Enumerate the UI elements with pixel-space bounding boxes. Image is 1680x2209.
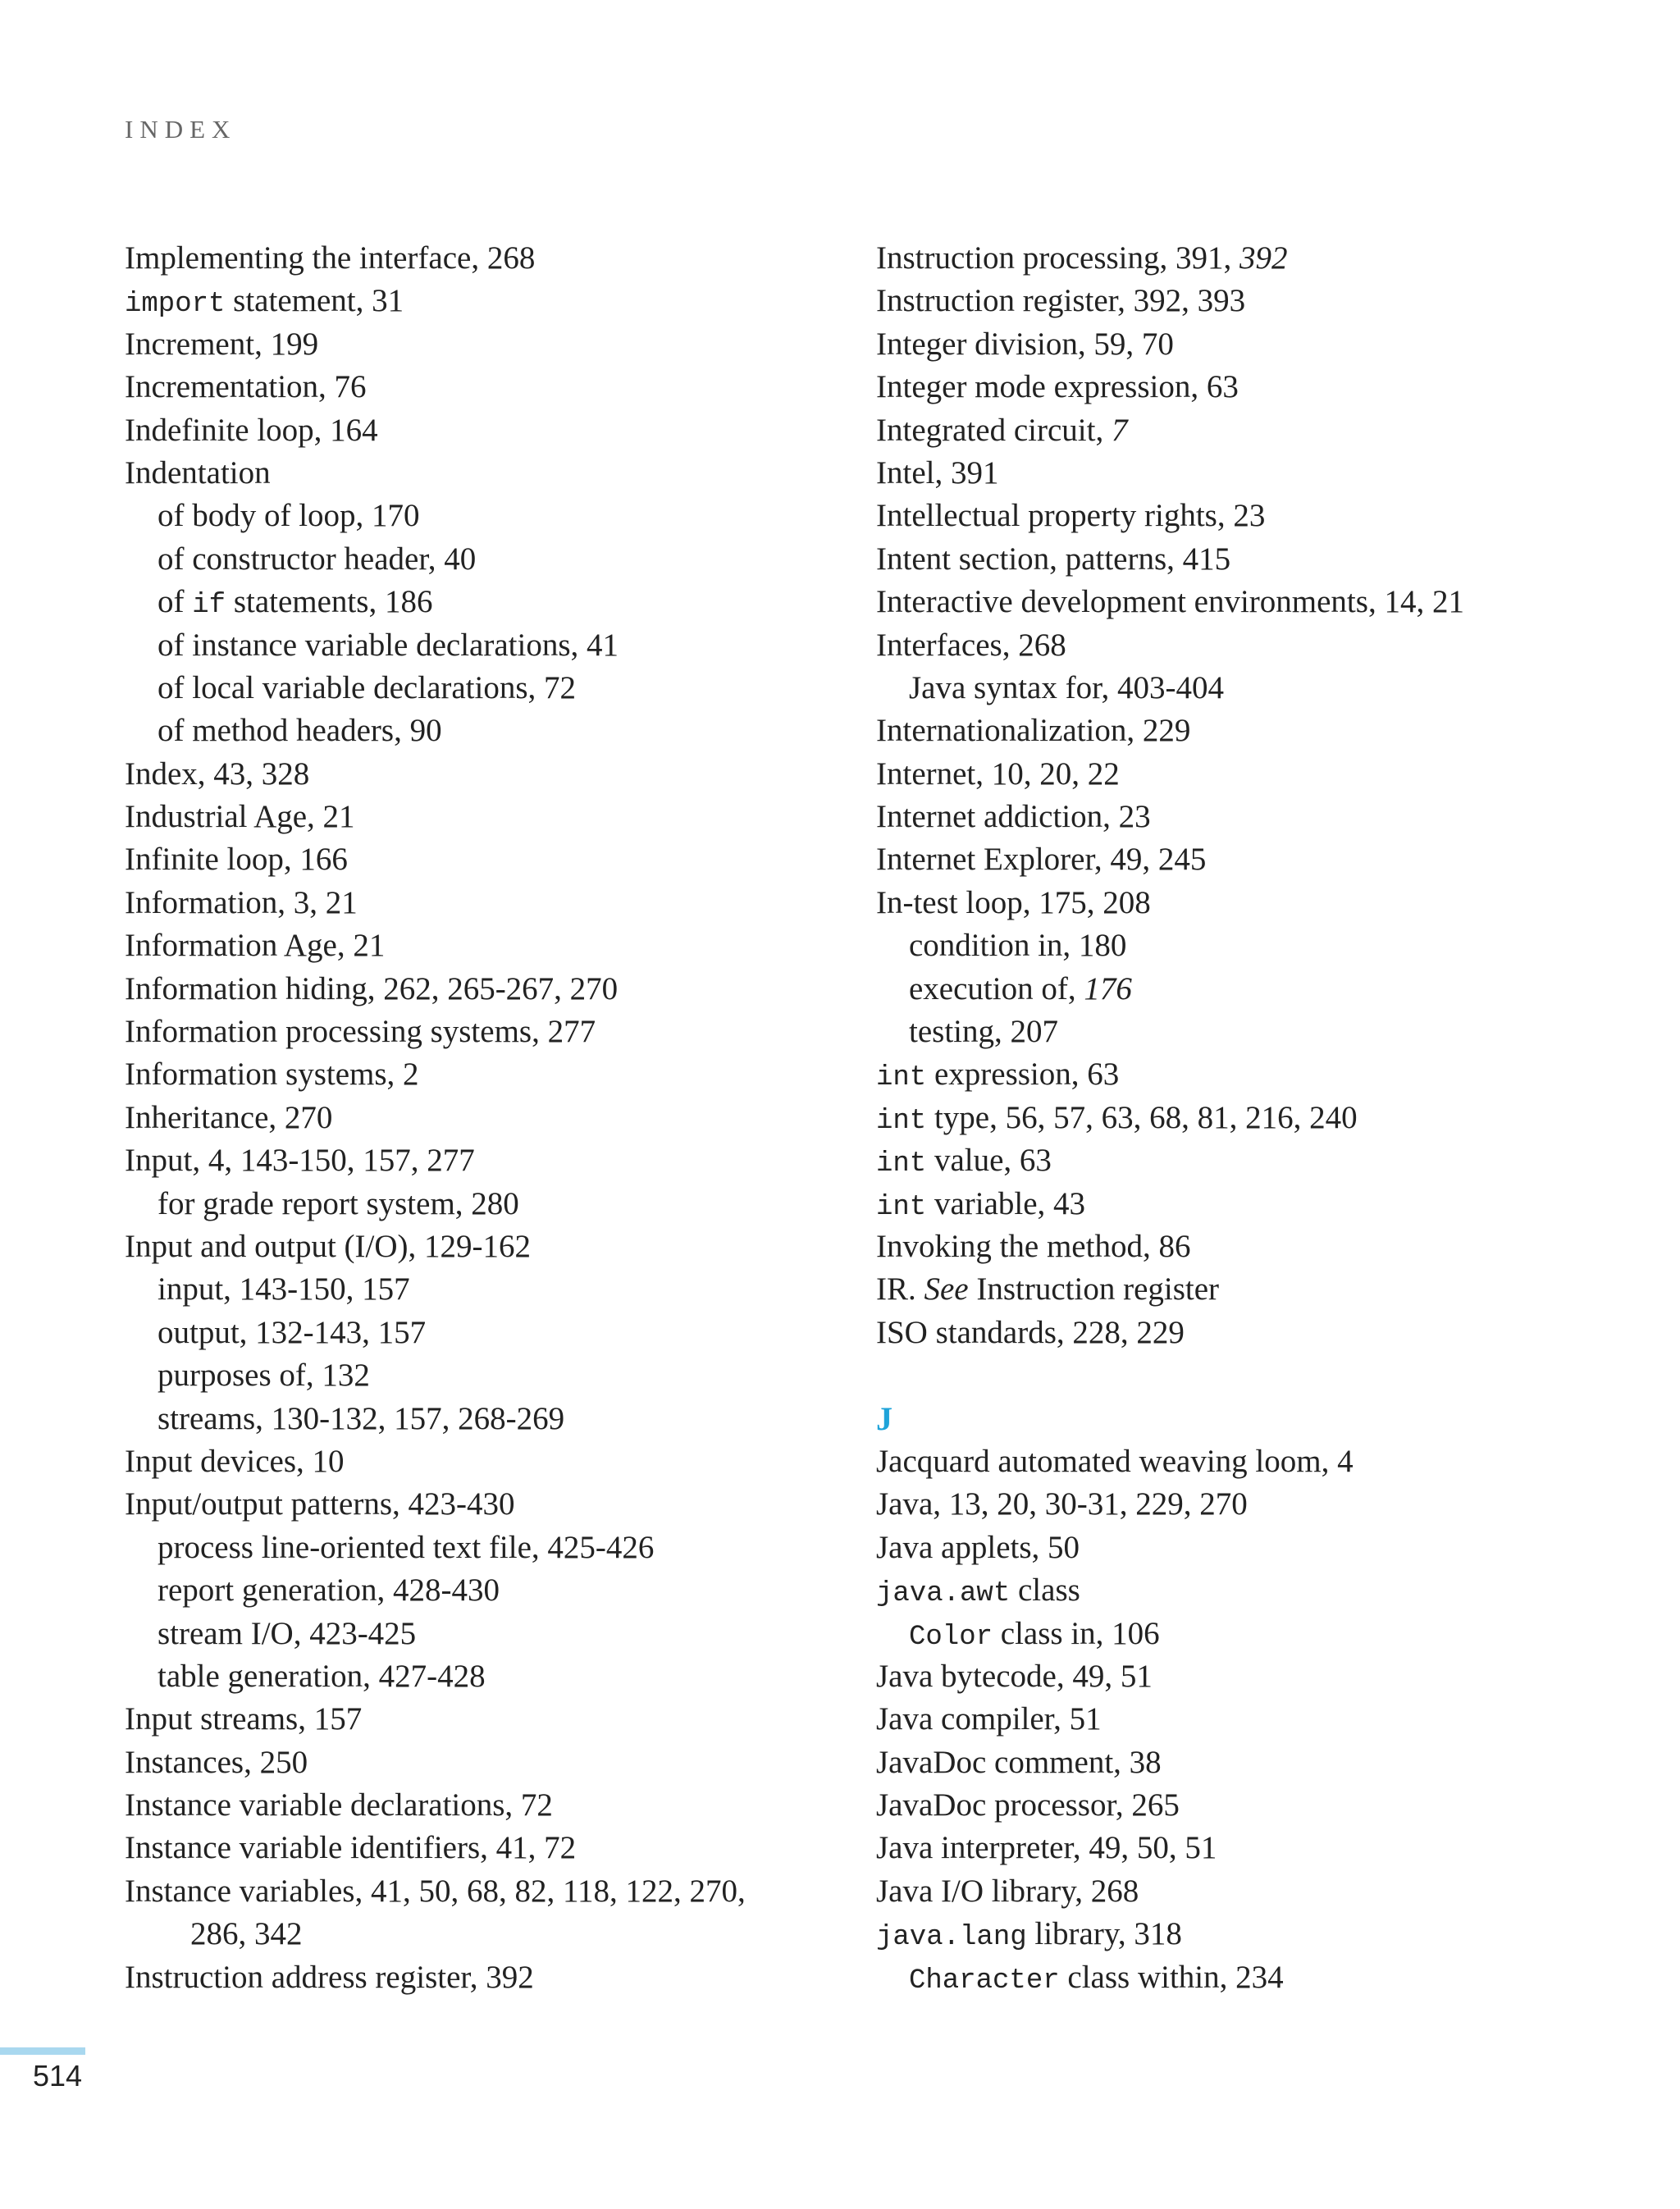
index-entry bbox=[125, 1527, 863, 1569]
entry-text: In-test loop, 175, 208 bbox=[876, 884, 1151, 920]
index-entry bbox=[125, 882, 863, 924]
index-entry bbox=[125, 280, 863, 322]
index-entry bbox=[125, 1827, 863, 1869]
code-term: java.awt bbox=[876, 1578, 1011, 1610]
entry-text: Instruction processing, 391, bbox=[876, 240, 1240, 276]
entry-text: Input, 4, 143-150, 157, 277 bbox=[125, 1143, 475, 1179]
index-entry bbox=[125, 1398, 863, 1440]
index-entry bbox=[876, 409, 1614, 452]
entry-text: output, 132-143, 157 bbox=[158, 1314, 427, 1350]
code-term: int bbox=[876, 1105, 927, 1137]
index-entry bbox=[876, 581, 1614, 623]
index-entry bbox=[876, 495, 1614, 537]
code-term: if bbox=[192, 590, 226, 622]
index-entry bbox=[125, 495, 863, 537]
index-entry bbox=[876, 753, 1614, 796]
entry-text: testing, 207 bbox=[909, 1014, 1058, 1050]
entry-text: statements, 186 bbox=[226, 584, 433, 620]
entry-text: Infinite loop, 166 bbox=[125, 842, 348, 878]
entry-text: stream I/O, 423-425 bbox=[158, 1615, 417, 1651]
entry-text: Interfaces, 268 bbox=[876, 627, 1066, 663]
index-entry bbox=[125, 1956, 863, 1999]
entry-text: Index, 43, 328 bbox=[125, 755, 310, 792]
entry-text: Instance variable identifiers, 41, 72 bbox=[125, 1830, 577, 1866]
entry-text: type, 56, 57, 63, 68, 81, 216, 240 bbox=[926, 1099, 1358, 1135]
entry-text: Invoking the method, 86 bbox=[876, 1228, 1191, 1264]
entry-text: Input devices, 10 bbox=[125, 1443, 345, 1479]
entry-text: Interactive development environments, 14, 21 bbox=[876, 584, 1464, 620]
index-entry bbox=[876, 1913, 1614, 1956]
index-entry bbox=[876, 1011, 1614, 1053]
index-entry bbox=[876, 280, 1614, 322]
index-entry bbox=[876, 1139, 1614, 1182]
index-entry bbox=[125, 1569, 863, 1612]
index-entry bbox=[876, 1956, 1614, 1999]
entry-text: J bbox=[876, 1399, 892, 1437]
index-entry bbox=[125, 710, 863, 752]
entry-text: Instances, 250 bbox=[125, 1744, 308, 1780]
entry-text: for grade report system, 280 bbox=[158, 1185, 519, 1221]
entry-text: Indentation bbox=[125, 454, 271, 491]
index-entry bbox=[125, 1139, 863, 1182]
index-entry bbox=[876, 1827, 1614, 1869]
entry-text: variable, 43 bbox=[926, 1185, 1086, 1221]
index-entry bbox=[876, 538, 1614, 581]
entry-text: process line-oriented text file, 425-426 bbox=[158, 1529, 655, 1565]
entry-text: Input and output (I/O), 129-162 bbox=[125, 1228, 532, 1264]
entry-text: ISO standards, 228, 229 bbox=[876, 1314, 1185, 1350]
entry-text: JavaDoc comment, 38 bbox=[876, 1744, 1162, 1780]
index-entry bbox=[876, 667, 1614, 710]
entry-text: JavaDoc processor, 265 bbox=[876, 1787, 1180, 1823]
entry-text: Java, 13, 20, 30-31, 229, 270 bbox=[876, 1486, 1248, 1522]
index-entry bbox=[125, 581, 863, 623]
index-entry bbox=[125, 838, 863, 881]
entry-text: Instance variable declarations, 72 bbox=[125, 1787, 553, 1823]
index-entry bbox=[125, 624, 863, 667]
entry-text: Instance variables, 41, 50, 68, 82, 118, 122, 270, bbox=[125, 1873, 746, 1909]
entry-text: Java compiler, 51 bbox=[876, 1701, 1102, 1737]
code-term: java.lang bbox=[876, 1922, 1027, 1954]
entry-text: Internationalization, 229 bbox=[876, 713, 1191, 749]
entry-text: streams, 130-132, 157, 268-269 bbox=[158, 1400, 565, 1436]
entry-text: Intellectual property rights, 23 bbox=[876, 498, 1266, 534]
index-entry bbox=[876, 796, 1614, 838]
section-heading bbox=[876, 1398, 1614, 1440]
index-entry bbox=[876, 237, 1614, 280]
code-term: int bbox=[876, 1062, 927, 1094]
index-entry bbox=[876, 624, 1614, 667]
index-entry bbox=[125, 1312, 863, 1354]
page-number: 514 bbox=[33, 2059, 83, 2093]
index-entry bbox=[125, 1053, 863, 1096]
index-entry bbox=[125, 1097, 863, 1139]
index-entry bbox=[876, 323, 1614, 366]
index-entry bbox=[876, 710, 1614, 752]
entry-text: Input/output patterns, 423-430 bbox=[125, 1486, 515, 1522]
index-entry bbox=[876, 1225, 1614, 1268]
entry-text: condition in, 180 bbox=[909, 928, 1127, 964]
entry-text: class bbox=[1010, 1572, 1080, 1609]
index-entry bbox=[876, 1741, 1614, 1784]
italic-text: See bbox=[924, 1271, 969, 1308]
index-entry bbox=[125, 452, 863, 495]
entry-text: Increment, 199 bbox=[125, 326, 319, 362]
index-entry bbox=[125, 1741, 863, 1784]
entry-text: Information hiding, 262, 265-267, 270 bbox=[125, 970, 619, 1006]
italic-text: 392 bbox=[1239, 240, 1288, 276]
entry-text: of method headers, 90 bbox=[158, 713, 442, 749]
entry-text: of bbox=[158, 584, 193, 620]
index-entry bbox=[876, 838, 1614, 881]
entry-text: value, 63 bbox=[926, 1143, 1052, 1179]
entry-text: class within, 234 bbox=[1059, 1959, 1284, 1995]
index-entry bbox=[876, 1698, 1614, 1741]
entry-text: Industrial Age, 21 bbox=[125, 799, 355, 835]
index-entry bbox=[125, 1440, 863, 1483]
entry-text: library, 318 bbox=[1026, 1916, 1182, 1952]
entry-text: class in, 106 bbox=[993, 1615, 1160, 1651]
index-entry bbox=[125, 237, 863, 280]
index-entry bbox=[125, 1011, 863, 1053]
index-entry bbox=[125, 538, 863, 581]
index-entry bbox=[125, 1483, 863, 1526]
index-entry bbox=[125, 1913, 863, 1956]
entry-text: Implementing the interface, 268 bbox=[125, 240, 536, 276]
entry-text: of constructor header, 40 bbox=[158, 541, 477, 577]
entry-text: Internet, 10, 20, 22 bbox=[876, 755, 1120, 792]
index-entry bbox=[876, 882, 1614, 924]
code-term: int bbox=[876, 1148, 927, 1180]
entry-text: Instruction register, 392, 393 bbox=[876, 283, 1246, 319]
index-entry bbox=[876, 366, 1614, 408]
entry-text: Internet Explorer, 49, 245 bbox=[876, 842, 1207, 878]
index-entry bbox=[876, 1527, 1614, 1569]
index-entry bbox=[125, 1655, 863, 1698]
code-term: import bbox=[125, 289, 226, 321]
index-entry bbox=[125, 1354, 863, 1397]
entry-text: Input streams, 157 bbox=[125, 1701, 363, 1737]
index-entry bbox=[125, 1268, 863, 1311]
entry-text: report generation, 428-430 bbox=[158, 1572, 500, 1609]
index-entry bbox=[125, 753, 863, 796]
italic-text: 7 bbox=[1111, 412, 1128, 448]
entry-text: Indefinite loop, 164 bbox=[125, 412, 378, 448]
entry-text: Java syntax for, 403-404 bbox=[909, 669, 1225, 705]
index-entry bbox=[876, 1483, 1614, 1526]
index-column-left bbox=[125, 237, 863, 1999]
index-entry bbox=[125, 409, 863, 452]
code-term: Character bbox=[909, 1965, 1060, 1997]
index-entry bbox=[876, 452, 1614, 495]
entry-text: Information Age, 21 bbox=[125, 928, 386, 964]
index-entry bbox=[876, 1613, 1614, 1655]
entry-text: table generation, 427-428 bbox=[158, 1658, 486, 1694]
index-entry bbox=[876, 1784, 1614, 1827]
entry-text: Instruction register bbox=[968, 1271, 1220, 1308]
entry-text: Java I/O library, 268 bbox=[876, 1873, 1139, 1909]
entry-text: Intel, 391 bbox=[876, 454, 999, 491]
entry-text: of local variable declarations, 72 bbox=[158, 669, 577, 705]
index-entry bbox=[876, 1268, 1614, 1311]
index-entry bbox=[876, 1569, 1614, 1612]
index-entry bbox=[125, 366, 863, 408]
index-column-right bbox=[876, 237, 1614, 1999]
index-entry bbox=[125, 924, 863, 967]
index-entry bbox=[125, 1225, 863, 1268]
index-entry bbox=[125, 1183, 863, 1225]
entry-text: Inheritance, 270 bbox=[125, 1099, 333, 1135]
folio-bar bbox=[0, 2047, 85, 2055]
index-entry bbox=[125, 1870, 863, 1913]
index-entry bbox=[876, 924, 1614, 967]
code-term: int bbox=[876, 1191, 927, 1223]
entry-text: Incrementation, 76 bbox=[125, 369, 367, 405]
running-head: INDEX bbox=[125, 115, 237, 144]
index-entry bbox=[876, 968, 1614, 1011]
index-entry bbox=[876, 1097, 1614, 1139]
index-entry bbox=[125, 323, 863, 366]
entry-text: 286, 342 bbox=[190, 1916, 303, 1952]
index-entry bbox=[125, 1613, 863, 1655]
entry-text: execution of, bbox=[909, 970, 1084, 1006]
entry-text: Information systems, 2 bbox=[125, 1057, 419, 1093]
entry-text: Internet addiction, 23 bbox=[876, 799, 1151, 835]
index-entry bbox=[876, 1053, 1614, 1096]
index-entry bbox=[125, 796, 863, 838]
index-entry bbox=[876, 1312, 1614, 1354]
entry-text: Integer division, 59, 70 bbox=[876, 326, 1174, 362]
entry-text: Java interpreter, 49, 50, 51 bbox=[876, 1830, 1217, 1866]
entry-text: Information processing systems, 277 bbox=[125, 1014, 596, 1050]
entry-text: Information, 3, 21 bbox=[125, 884, 358, 920]
entry-text: Integrated circuit, bbox=[876, 412, 1112, 448]
index-entry bbox=[876, 1655, 1614, 1698]
entry-text: Instruction address register, 392 bbox=[125, 1959, 534, 1995]
italic-text: 176 bbox=[1084, 970, 1132, 1006]
entry-text: expression, 63 bbox=[926, 1057, 1120, 1093]
entry-text: of body of loop, 170 bbox=[158, 498, 420, 534]
index-entry bbox=[125, 968, 863, 1011]
entry-text: Jacquard automated weaving loom, 4 bbox=[876, 1443, 1354, 1479]
entry-text: purposes of, 132 bbox=[158, 1358, 370, 1394]
entry-text: Integer mode expression, 63 bbox=[876, 369, 1239, 405]
entry-text: Java bytecode, 49, 51 bbox=[876, 1658, 1153, 1694]
index-entry bbox=[876, 1183, 1614, 1225]
entry-text: input, 143-150, 157 bbox=[158, 1271, 410, 1308]
index-entry bbox=[125, 1784, 863, 1827]
entry-text: Intent section, patterns, 415 bbox=[876, 541, 1231, 577]
index-entry bbox=[125, 1698, 863, 1741]
entry-text: of instance variable declarations, 41 bbox=[158, 627, 619, 663]
entry-text: Java applets, 50 bbox=[876, 1529, 1080, 1565]
index-entry bbox=[125, 667, 863, 710]
code-term: Color bbox=[909, 1621, 993, 1653]
index-entry bbox=[876, 1440, 1614, 1483]
entry-text: IR. bbox=[876, 1271, 924, 1308]
index-entry bbox=[876, 1870, 1614, 1913]
entry-text: statement, 31 bbox=[225, 283, 404, 319]
